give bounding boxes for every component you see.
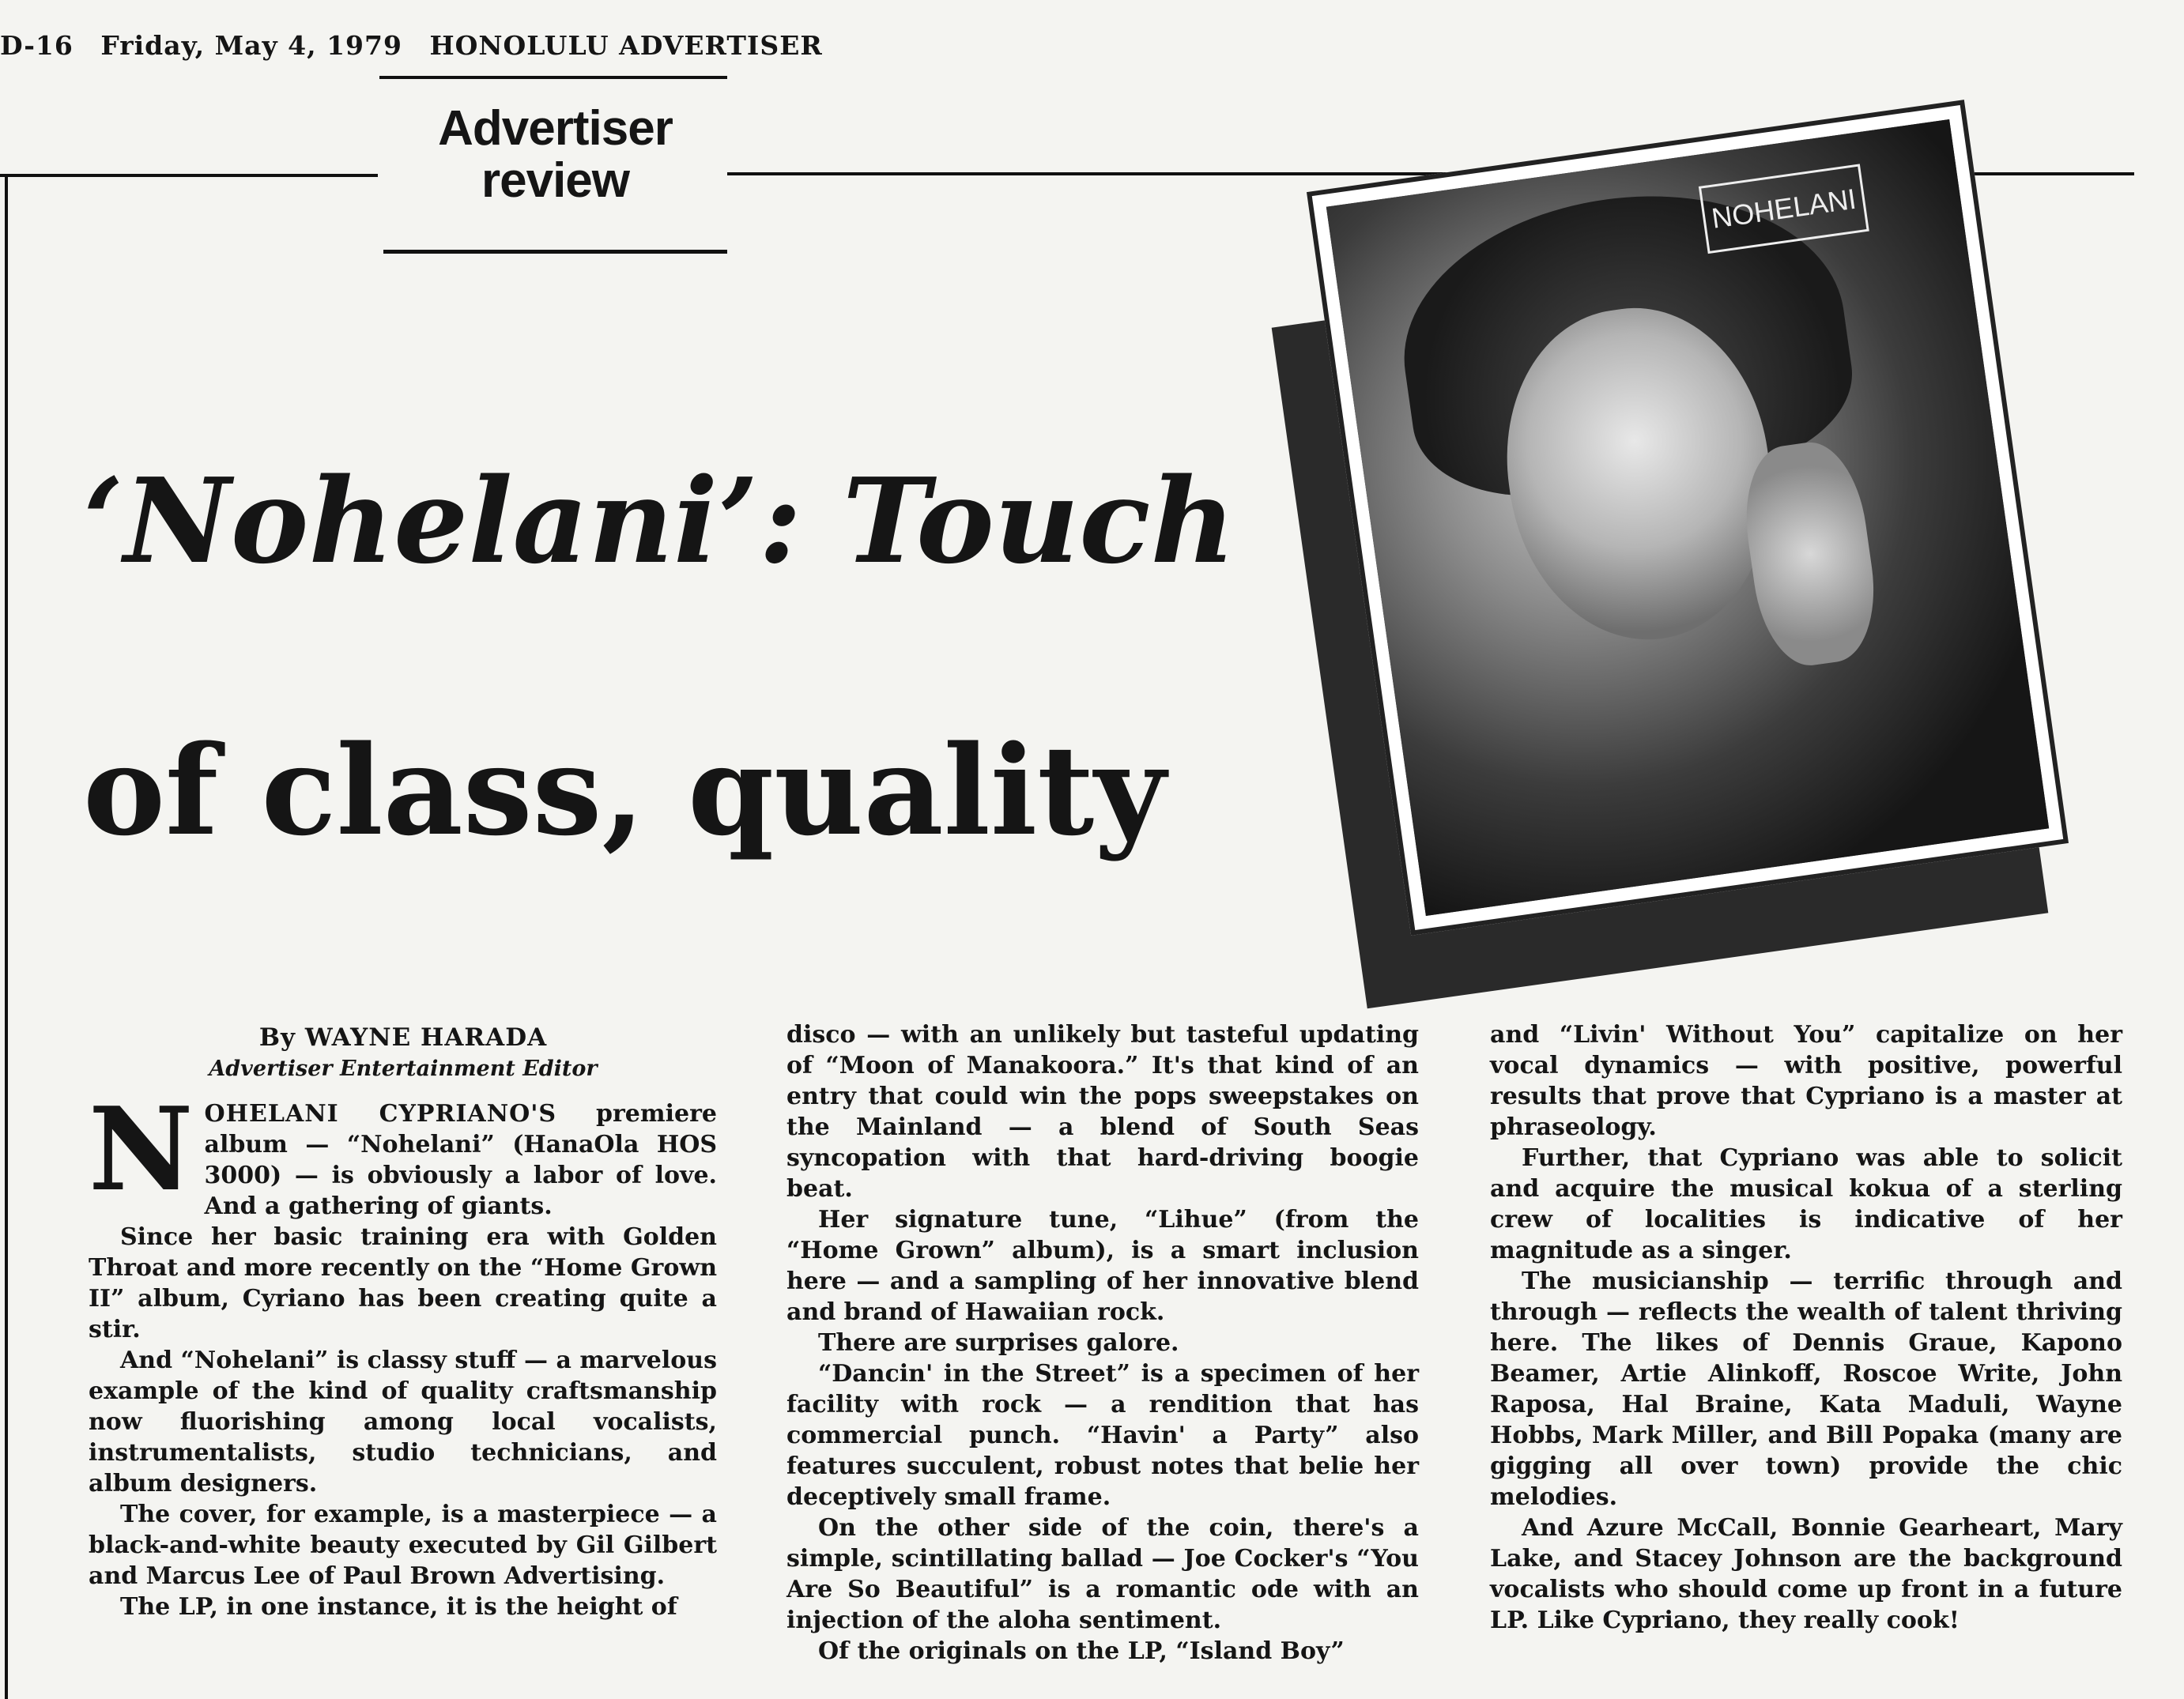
page-number: D-16 <box>0 30 74 61</box>
paragraph: There are surprises galore. <box>818 1329 1179 1357</box>
section-label-line1: Advertiser <box>438 101 673 156</box>
paragraph: And Azure McCall, Bonnie Gearheart, Mary Lake, and Stacey Johnson are the background vocalists who should come up front in a future LP. Like Cypriano, they really cook! <box>1490 1514 2122 1634</box>
folio-line <box>0 30 840 70</box>
paragraph: and “Livin' Without You” capitalize on her vocal dynamics — with positive, powerful results that prove that Cypriano is a master at phraseology. <box>1490 1021 2122 1141</box>
paragraph: disco — with an unlikely but tasteful updating of “Moon of Manakoora.” It's that kind of an entry that could win the pops sweepstakes on the Mainland — a blend of South Seas syncopation with that hard-driving boogie beat. <box>786 1021 1419 1203</box>
article-column-3 <box>1490 1019 2122 1636</box>
paragraph: The musicianship — terrific through and through — reflects the wealth of talent thriving here. The likes of Dennis Graue, Kapono Beamer, Artie Alinkoff, Roscoe Write, John Raposa, Hal Braine, Kata Maduli, Wayne Hobbs, Mark Miller, and Bill Popaka (many are gigging all over town) provide the chic melodies. <box>1490 1268 2122 1511</box>
folio-rule <box>379 76 727 79</box>
byline-title: Advertiser Entertainment Editor <box>209 1057 598 1081</box>
byline <box>87 1023 719 1081</box>
paragraph: Of the originals on the LP, “Island Boy” <box>818 1637 1345 1665</box>
album-cover-photo <box>1307 100 2069 936</box>
drop-cap: N <box>89 1083 194 1217</box>
paragraph: On the other side of the coin, there's a simple, scintillating ballad — Joe Cocker's “You Are So Beautiful” is a romantic ode with an injection of the aloha sentiment. <box>786 1514 1419 1634</box>
article-column-2 <box>786 1019 1419 1667</box>
frame-rule-top-left <box>0 174 378 177</box>
photo-image <box>1326 119 2049 916</box>
byline-name: By WAYNE HARADA <box>258 1023 548 1052</box>
headline-line1: ‘Nohelani’: Touch <box>83 452 1236 590</box>
newspaper-name: HONOLULU ADVERTISER <box>429 30 823 61</box>
section-label-line2: review <box>481 153 630 208</box>
paragraph: The LP, in one instance, it is the height of <box>120 1593 677 1621</box>
paragraph: Her signature tune, “Lihue” (from the “Home Grown” album), is a smart inclusion here — and a sampling of her innovative blend and brand of Hawaiian rock. <box>786 1206 1419 1326</box>
frame-rule-left <box>5 174 8 1699</box>
article-column-1 <box>89 1083 717 1622</box>
issue-date: Friday, May 4, 1979 <box>100 30 402 61</box>
headline-line2: of class, quality <box>83 718 1166 863</box>
album-logo: NOHELANI <box>1699 164 1869 254</box>
paragraph <box>89 1083 717 1222</box>
paragraph-text: premiere album — “Nohelani” (HanaOla HOS 3000) — is obviously a labor of love. And a gathering of giants. <box>204 1100 717 1220</box>
paragraph: Further, that Cypriano was able to solicit and acquire the musical kokua of a sterling crew of localities is indicative of her magnitude as a singer. <box>1490 1144 2122 1264</box>
paragraph: The cover, for example, is a masterpiece — a black-and-white beauty executed by Gil Gilbert and Marcus Lee of Paul Brown Advertising. <box>89 1501 717 1590</box>
section-label-rule <box>383 250 727 254</box>
lead-in: OHELANI CYPRIANO'S <box>204 1100 557 1128</box>
paragraph: Since her basic training era with Golden Throat and more recently on the “Home Grown II” album, Cyriano has been creating quite a stir. <box>89 1223 717 1343</box>
section-label <box>383 103 727 253</box>
paragraph: “Dancin' in the Street” is a specimen of her facility with rock — a rendition that has commercial punch. “Havin' a Party” also features succulent, robust notes that belie her deceptively small frame. <box>786 1360 1419 1511</box>
photo-hand <box>1736 436 1884 672</box>
paragraph: And “Nohelani” is classy stuff — a marvelous example of the kind of quality craftsmanship now fluorishing among local vocalists, instrumentalists, studio technicians, and album designers. <box>89 1347 717 1497</box>
